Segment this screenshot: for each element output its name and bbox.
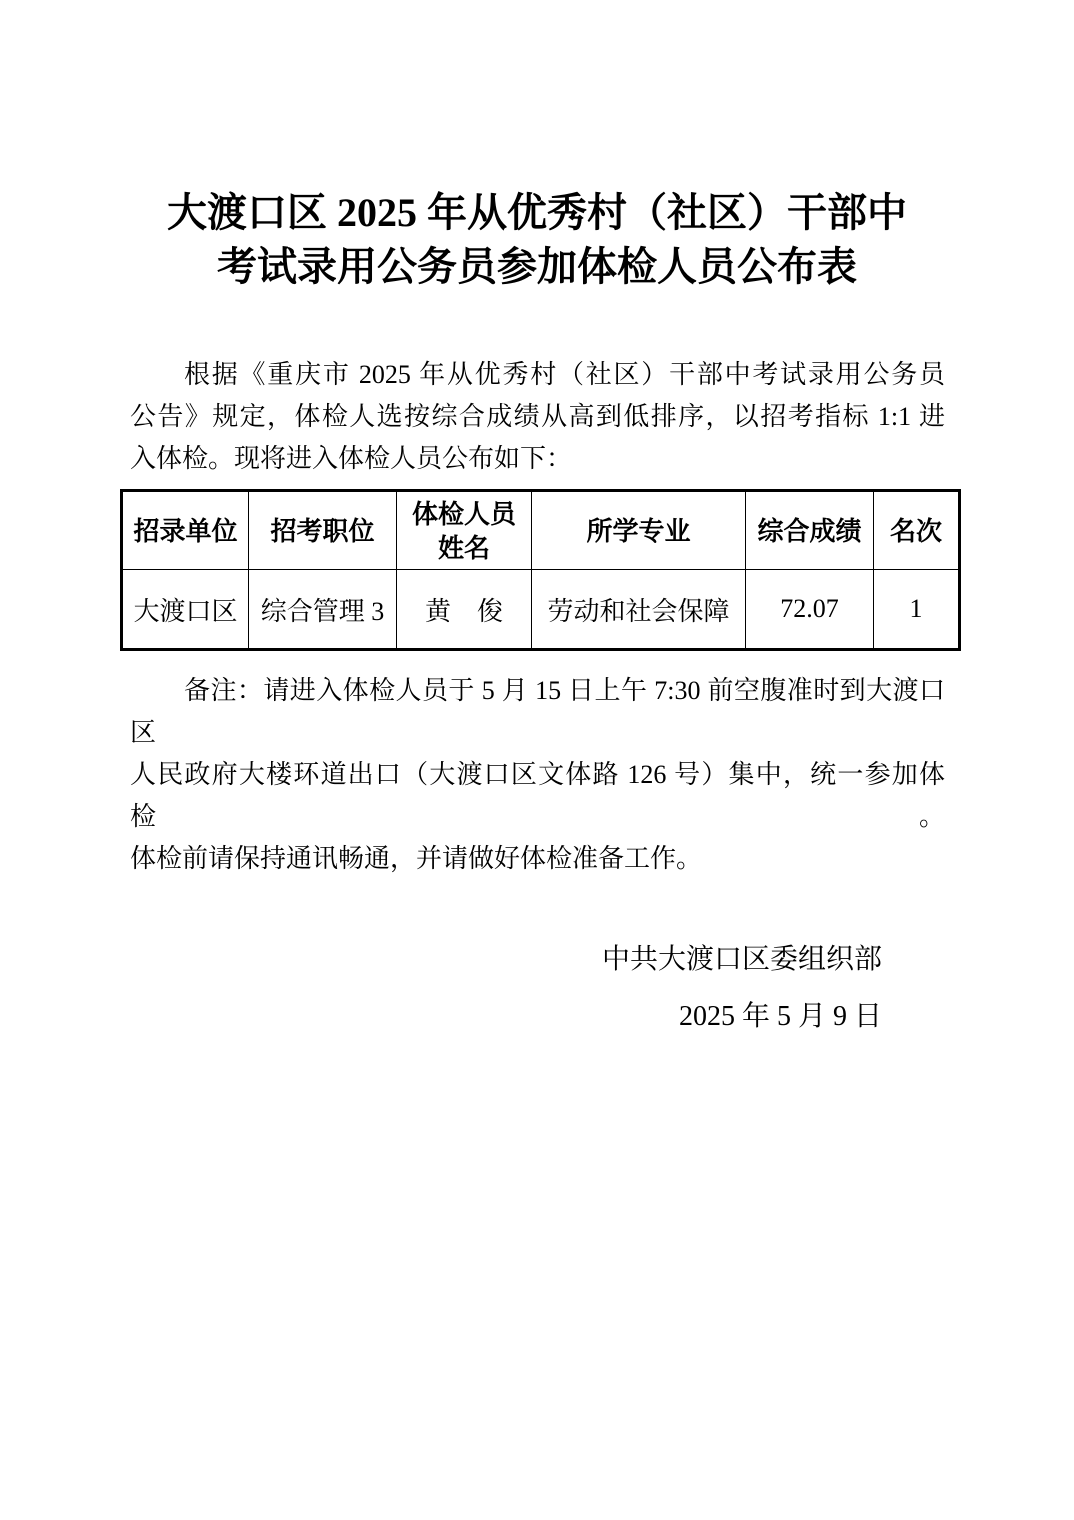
- col-header-candidate-name: 体检人员姓名: [397, 491, 532, 570]
- cell-position: 综合管理 3: [249, 570, 397, 650]
- intro-line-2: 公告》规定，体检人选按综合成绩从高到低排序，以招考指标 1:1 进: [130, 402, 945, 431]
- col-header-rank: 名次: [874, 491, 960, 570]
- table-row: [122, 570, 960, 650]
- intro-line-1: 根据《重庆市 2025 年从优秀村（社区）干部中考试录用公务员: [184, 360, 945, 389]
- cell-composite-score: 72.07: [746, 570, 874, 650]
- signature-block: [0, 939, 1074, 1038]
- note-line-2: 人民政府大楼环道出口（大渡口区文体路 126 号）集中，统一参加体检。: [130, 760, 945, 831]
- cell-candidate-name: 黄 俊: [397, 570, 532, 650]
- signature-organization: 中共大渡口区委组织部: [601, 944, 882, 975]
- table-header-row: [122, 491, 960, 570]
- intro-line-3: 入体检。现将进入体检人员公布如下：: [130, 444, 573, 473]
- title-line-2: 考试录用公务员参加体检人员公布表: [217, 244, 857, 289]
- note-line-1: 备注：请进入体检人员于 5 月 15 日上午 7:30 前空腹准时到大渡口区: [130, 676, 945, 747]
- col-header-position: 招考职位: [249, 491, 397, 570]
- cell-major: 劳动和社会保障: [532, 570, 746, 650]
- cell-recruiting-unit: 大渡口区: [122, 570, 249, 650]
- intro-paragraph: [130, 354, 945, 480]
- title-line-1: 大渡口区 2025 年从优秀村（社区）干部中: [167, 190, 907, 235]
- col-header-composite-score: 综合成绩: [746, 491, 874, 570]
- candidates-table: [120, 489, 961, 651]
- note-line-3: 体检前请保持通讯畅通，并请做好体检准备工作。: [130, 844, 703, 873]
- cell-rank: 1: [874, 570, 960, 650]
- page-title: [0, 0, 1074, 294]
- note-paragraph: [130, 670, 945, 880]
- col-header-major: 所学专业: [532, 491, 746, 570]
- col-header-recruiting-unit: 招录单位: [122, 491, 249, 570]
- signature-date: 2025 年 5 月 9 日: [678, 1001, 882, 1032]
